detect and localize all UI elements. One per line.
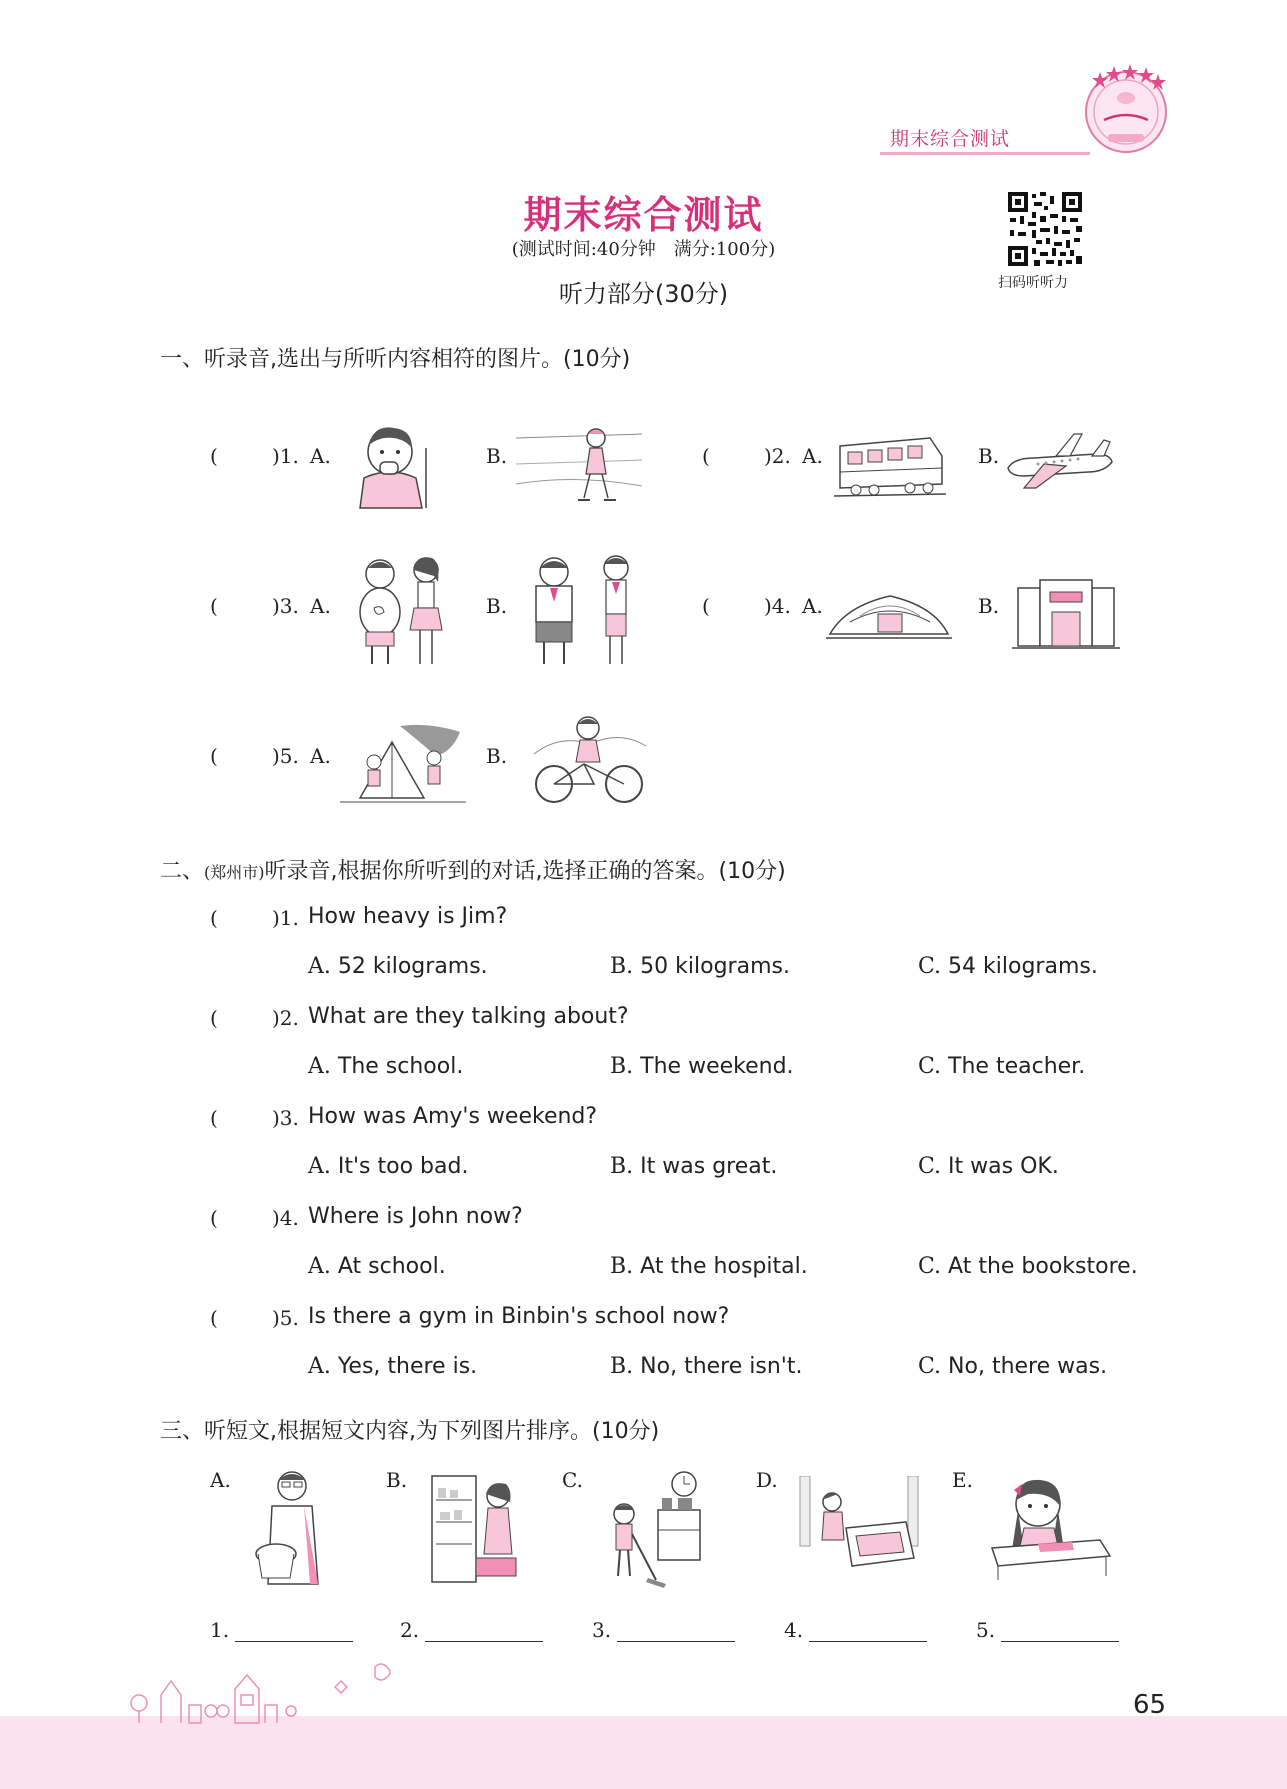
option-b-label: B. bbox=[486, 744, 508, 768]
item-number: )2. bbox=[764, 444, 791, 468]
option-b-label: B. bbox=[978, 444, 1000, 468]
picture-label: E. bbox=[952, 1468, 973, 1492]
answer-paren: ( bbox=[210, 1106, 218, 1130]
answer-paren: ( bbox=[210, 1206, 218, 1230]
part2-heading-prefix: 二、 bbox=[160, 859, 205, 884]
girl-skating-image bbox=[516, 424, 642, 506]
camping-tent-image bbox=[340, 722, 466, 806]
option-b-label: B. bbox=[486, 444, 508, 468]
question-number: )5. bbox=[272, 1306, 299, 1330]
answer-paren: ( bbox=[210, 444, 218, 468]
cinema-building-image bbox=[1012, 572, 1120, 652]
two-boys-image bbox=[524, 552, 644, 670]
answer-paren: ( bbox=[702, 594, 710, 618]
header-tag bbox=[880, 122, 1080, 154]
item-number: )1. bbox=[272, 444, 299, 468]
test-info: (测试时间:40分钟 满分:100分) bbox=[511, 239, 776, 260]
option-a: A. The school. bbox=[308, 1054, 464, 1079]
option-b-label: B. bbox=[978, 594, 1000, 618]
question-number: )4. bbox=[272, 1206, 299, 1230]
option-a-label: A. bbox=[310, 744, 331, 768]
answer-blank-2[interactable]: 2. bbox=[400, 1618, 543, 1642]
answer-blank-1[interactable]: 1. bbox=[210, 1618, 353, 1642]
option-c: C. The teacher. bbox=[918, 1054, 1086, 1079]
answer-paren: ( bbox=[210, 744, 218, 768]
part2-heading bbox=[160, 854, 786, 885]
boy-riding-bike-image bbox=[530, 714, 648, 806]
question-text: Where is John now? bbox=[308, 1204, 523, 1229]
option-a-label: A. bbox=[310, 444, 331, 468]
question-number: )2. bbox=[272, 1006, 299, 1030]
castle-decoration-icon bbox=[125, 1655, 425, 1725]
option-c: C. At the bookstore. bbox=[918, 1254, 1138, 1279]
girl-at-fridge-image bbox=[428, 1474, 524, 1586]
part3-heading: 三、听短文,根据短文内容,为下列图片排序。(10分) bbox=[160, 1419, 660, 1444]
option-a-label: A. bbox=[802, 594, 823, 618]
answer-blank-4[interactable]: 4. bbox=[784, 1618, 927, 1642]
option-a-label: A. bbox=[802, 444, 823, 468]
question-number: )3. bbox=[272, 1106, 299, 1130]
option-a: A. Yes, there is. bbox=[308, 1354, 478, 1379]
answer-blank-5[interactable]: 5. bbox=[976, 1618, 1119, 1642]
option-b: B. The weekend. bbox=[610, 1054, 794, 1079]
question-number: )1. bbox=[272, 906, 299, 930]
question-text: What are they talking about? bbox=[308, 1004, 629, 1029]
header-tag-text: 期末综合测试 bbox=[890, 128, 1011, 150]
picture-label: A. bbox=[210, 1468, 231, 1492]
answer-blank-3[interactable]: 3. bbox=[592, 1618, 735, 1642]
publisher-logo-icon bbox=[1078, 60, 1174, 156]
question-text: Is there a gym in Binbin's school now? bbox=[308, 1304, 730, 1329]
question-text: How was Amy's weekend? bbox=[308, 1104, 598, 1129]
answer-paren: ( bbox=[210, 1306, 218, 1330]
item-number: )4. bbox=[764, 594, 791, 618]
answer-paren: ( bbox=[210, 906, 218, 930]
option-a: A. It's too bad. bbox=[308, 1154, 469, 1179]
man-washing-hands-image bbox=[248, 1466, 336, 1588]
train-image bbox=[834, 426, 946, 500]
option-c: C. No, there was. bbox=[918, 1354, 1108, 1379]
option-b: B. At the hospital. bbox=[610, 1254, 808, 1279]
section-heading: 听力部分(30分) bbox=[558, 280, 729, 308]
item-number: )5. bbox=[272, 744, 299, 768]
answer-paren: ( bbox=[210, 1006, 218, 1030]
girl-making-bed-image bbox=[796, 1476, 922, 1572]
fat-boy-and-thin-girl-image bbox=[356, 552, 452, 668]
part2-source: (郑州市) bbox=[204, 863, 265, 882]
qr-code-icon[interactable] bbox=[1006, 190, 1084, 268]
option-c: C. 54 kilograms. bbox=[918, 954, 1098, 979]
option-a: A. 52 kilograms. bbox=[308, 954, 488, 979]
girl-doing-homework-image bbox=[988, 1470, 1112, 1582]
picture-label: B. bbox=[386, 1468, 408, 1492]
answer-paren: ( bbox=[702, 444, 710, 468]
boy-mopping-floor-image bbox=[602, 1468, 704, 1588]
part2-heading-text: 听录音,根据你所听到的对话,选择正确的答案。(10分) bbox=[264, 859, 786, 884]
option-b: B. 50 kilograms. bbox=[610, 954, 790, 979]
stadium-image bbox=[826, 576, 952, 646]
option-a: A. At school. bbox=[308, 1254, 446, 1279]
option-b-label: B. bbox=[486, 594, 508, 618]
page-number: 65 bbox=[1133, 1690, 1167, 1720]
question-text: How heavy is Jim? bbox=[308, 904, 508, 929]
part1-heading: 一、听录音,选出与所听内容相符的图片。(10分) bbox=[160, 347, 631, 372]
answer-paren: ( bbox=[210, 594, 218, 618]
airplane-image bbox=[1004, 428, 1116, 494]
option-b: B. It was great. bbox=[610, 1154, 778, 1179]
picture-label: D. bbox=[756, 1468, 778, 1492]
option-b: B. No, there isn't. bbox=[610, 1354, 803, 1379]
item-number: )3. bbox=[272, 594, 299, 618]
header-underline bbox=[880, 152, 1090, 155]
footer-band bbox=[0, 1716, 1287, 1789]
qr-caption: 扫码听听力 bbox=[998, 275, 1068, 291]
option-a-label: A. bbox=[310, 594, 331, 618]
boy-coughing-image bbox=[350, 418, 434, 510]
option-c: C. It was OK. bbox=[918, 1154, 1059, 1179]
page-title: 期末综合测试 bbox=[523, 193, 764, 237]
picture-label: C. bbox=[562, 1468, 583, 1492]
